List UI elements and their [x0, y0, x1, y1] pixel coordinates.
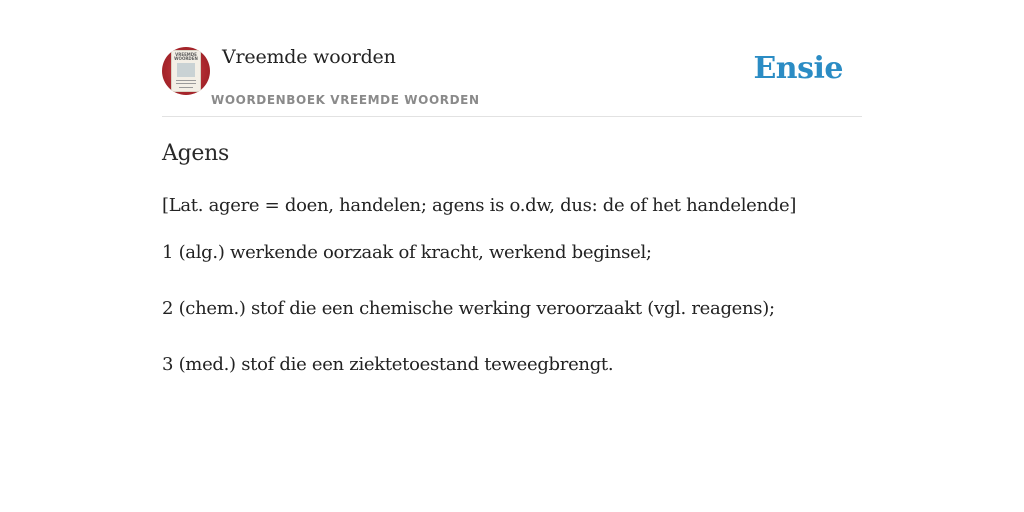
definition-list: [162, 242, 775, 410]
entry-title: Agens: [162, 141, 229, 166]
header: [162, 0, 862, 117]
book-cover-line: [176, 83, 196, 84]
book-cover-line: [176, 80, 196, 81]
page-container: [162, 0, 862, 512]
ensie-logo-link[interactable]: Ensie: [753, 51, 843, 86]
definition-item: 3 (med.) stof die een ziektetoestand teweegbrengt.: [162, 354, 614, 375]
book-cover-icon: [172, 51, 200, 91]
entry-etymology: [Lat. agere = doen, handelen; agens is o.dw, dus: de of het handelende]: [162, 195, 797, 216]
book-cover-title: VREEMDE WOORDEN: [174, 52, 198, 61]
definition-item: 2 (chem.) stof die een chemische werking veroorzaakt (vgl. reagens);: [162, 298, 775, 319]
dictionary-title[interactable]: Vreemde woorden: [222, 46, 396, 68]
book-cover-image: [177, 63, 195, 77]
dictionary-subtitle: WOORDENBOEK VREEMDE WOORDEN: [211, 93, 480, 107]
dictionary-logo[interactable]: [162, 47, 210, 95]
definition-item: 1 (alg.) werkende oorzaak of kracht, werkend beginsel;: [162, 242, 652, 263]
book-cover-line: [179, 87, 193, 88]
